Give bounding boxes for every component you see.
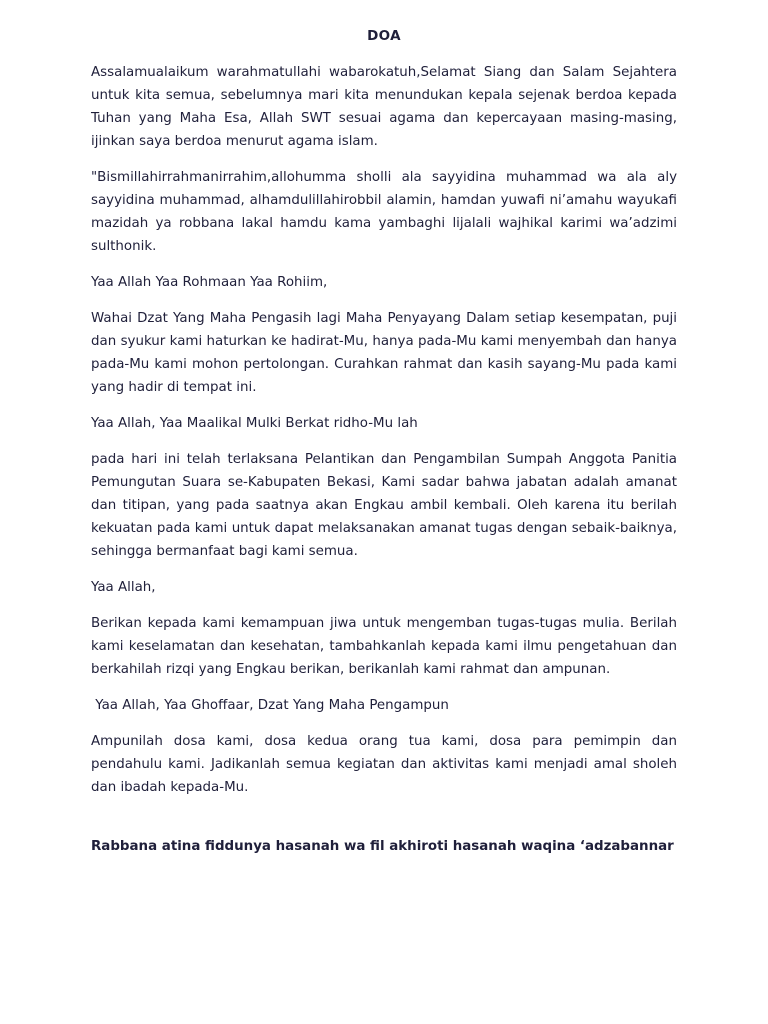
closing-prayer: Rabbana atina fiddunya hasanah wa fil akhiroti hasanah waqina ‘adzabannar [91,839,674,854]
paragraph-bismillah: "Bismillahirrahmanirrahim,allohumma sholli ala sayyidina muhammad wa ala aly sayyidina muhammad, alhamdulillahirobbil alamin, hamdan yuwafi ni’amahu wayukafi mazidah ya robbana lakal hamdu kama yambaghi lijalali wajhikal karimi wa’adzimi sulthonik. [91,170,677,254]
paragraph-greeting: Assalamualaikum warahmatullahi wabarokatuh,Selamat Siang dan Salam Sejahtera untuk kita semua, sebelumnya mari kita menundukan kepala sejenak berdoa kepada Tuhan yang Maha Esa, Allah SWT sesuai agama dan kepercayaan masing-masing, ijinkan saya berdoa menurut agama islam. [91,65,677,149]
paragraph-praise: Wahai Dzat Yang Maha Pengasih lagi Maha Penyayang Dalam setiap kesempatan, puji dan syukur kami haturkan ke hadirat-Mu, hanya pada-Mu kami menyembah dan hanya pada-Mu kami mohon pertolongan. Curahkan rahmat dan kasih sayang-Mu pada kami yang hadir di tempat ini. [91,311,677,395]
document-body [91,61,677,871]
document-title: DOA [367,28,401,44]
paragraph-request: Berikan kepada kami kemampuan jiwa untuk mengemban tugas-tugas mulia. Berilah kami keselamatan dan kesehatan, tambahkanlah kepada kami ilmu pengetahuan dan berkahilah rizqi yang Engkau berikan, berikanlah kami rahmat dan ampunan. [91,616,677,677]
paragraph-inauguration: pada hari ini telah terlaksana Pelantikan dan Pengambilan Sumpah Anggota Panitia Pemungutan Suara se-Kabupaten Bekasi, Kami sadar bahwa jabatan adalah amanat dan titipan, yang pada saatnya akan Engkau ambil kembali. Oleh karena itu berilah kekuatan pada kami untuk dapat melaksanakan amanat tugas dengan sebaik-baiknya, sehingga bermanfaat bagi kami semua. [91,452,677,559]
paragraph-invocation-4: Yaa Allah, Yaa Ghoffaar, Dzat Yang Maha Pengampun [91,698,449,713]
paragraph-invocation-3: Yaa Allah, [91,580,156,595]
paragraph-invocation-1: Yaa Allah Yaa Rohmaan Yaa Rohiim, [91,275,328,290]
paragraph-forgiveness: Ampunilah dosa kami, dosa kedua orang tua kami, dosa para pemimpin dan pendahulu kami. Jadikanlah semua kegiatan dan aktivitas kami menjadi amal sholeh dan ibadah kepada-Mu. [91,734,677,795]
paragraph-invocation-2: Yaa Allah, Yaa Maalikal Mulki Berkat ridho-Mu lah [91,416,418,431]
